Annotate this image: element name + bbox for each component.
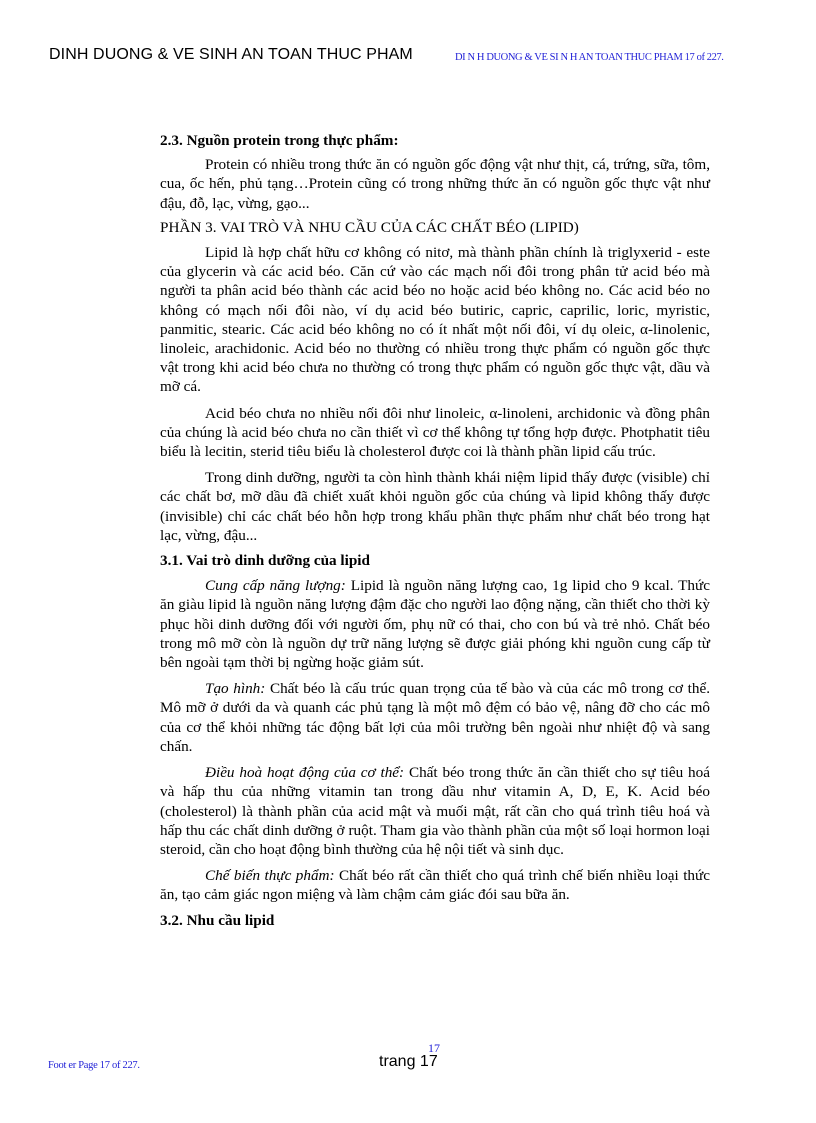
footer-page-info: Foot er Page 17 of 227.: [48, 1060, 140, 1071]
paragraph-regulation-role: [160, 763, 710, 859]
header-title: DINH DUONG & VE SINH AN TOAN THUC PHAM: [49, 46, 413, 63]
paragraph-lipid-definition: Lipid là hợp chất hữu cơ không có nitơ, mà thành phần chính là triglyxerid - este của glycerin và các acid béo. Căn cứ vào các mạch nối đôi trong phân tử acid béo mà người ta phân acid béo thành các acid béo no hoặc acid béo không no. Các acid béo no không có mạch nối đôi nào, ví dụ acid béo butiric, capric, caprilic, loric, myristic, panmitic, stearic. Các acid béo không no có ít nhất một nối đôi, ví dụ oleic, α-linolenic, linoleic, arachidonic. Acid béo no thường có nhiều trong thực phẩm có nguồn gốc thực vật trong khi acid béo chưa no thường có trong thực phẩm có nguồn gốc thực vật, dầu và mỡ cá.: [160, 244, 710, 396]
regulation-role-lead: Điều hoà hoạt động của cơ thể:: [205, 764, 405, 782]
paragraph-unsaturated-acids: Acid béo chưa no nhiều nối đôi như linoleic, α-linoleni, archidonic và đồng phân của chúng là acid béo chưa no cần thiết vì cơ thể không tự tổng hợp được. Photphatit tiêu biểu là lecitin, sterid tiêu biểu là cholesterol được coi là thành phần lipid cấu trúc.: [160, 404, 710, 461]
structure-role-lead: Tạo hình:: [205, 680, 266, 698]
paragraph-protein-sources: Protein có nhiều trong thức ăn có nguồn gốc động vật như thịt, cá, trứng, sữa, tôm, cua, ốc hến, phủ tạng…Protein cũng có trong những thức ăn có nguồn gốc thực vật như đậu, đỗ, lạc, vừng, gạo...: [160, 156, 710, 212]
paragraph-visible-lipid: Trong dinh dưỡng, người ta còn hình thành khái niệm lipid thấy được (visible) chỉ các chất bơ, mỡ dầu đã chiết xuất khỏi nguồn gốc của chúng và lipid không thấy được (invisible) chỉ các chất béo hỗn hợp trong khẩu phần thực phẩm như chất béo trong hạt lạc, vừng, đậu...: [160, 469, 710, 544]
processing-role-text: Chất béo rất cần thiết cho quá trình chế biến nhiều loại thức ăn, tạo cảm giác ngon miệng và làm chậm cảm giác đói sau bữa ăn.: [160, 867, 710, 904]
structure-role-text: Chất béo là cấu trúc quan trọng của tế bào và của các mô trong cơ thể. Mô mỡ ở dưới da và quanh các phủ tạng là một mô đệm có bảo vệ, nâng đỡ cho các mô của cơ thể khỏi những tác động bất lợi của môi trường bên ngoài như nhiệt độ và sang chấn.: [160, 680, 710, 755]
header-page-info: DI N H DUONG & VE SI N H AN TOAN THUC PHAM 17 of 227.: [455, 52, 724, 63]
section-heading-2-3: 2.3. Nguồn protein trong thực phẩm:: [160, 132, 399, 149]
regulation-role-text: Chất béo trong thức ăn cần thiết cho sự tiêu hoá và hấp thu của những vitamin tan trong dầu như vitamin A, D, E, K. Acid béo (cholesterol) là thành phần của acid mật và muối mật, rất cần cho quá trình tiêu hoá và hấp thu các chất dinh dưỡng ở ruột. Tham gia vào thành phần của một số loại hormon loại steroid, cần cho hoạt động bình thường của hệ nội tiết và sinh dục.: [160, 764, 710, 858]
section-heading-3-2: 3.2. Nhu cầu lipid: [160, 911, 275, 929]
section-heading-3-1: 3.1. Vai trò dinh dưỡng của lipid: [160, 552, 370, 570]
processing-role-lead: Chế biến thực phẩm:: [205, 867, 335, 885]
part-3-heading: PHẦN 3. VAI TRÒ VÀ NHU CẦU CỦA CÁC CHẤT BÉO (LIPID): [160, 218, 579, 236]
paragraph-structure-role: [160, 679, 710, 756]
paragraph-energy-role: [160, 576, 710, 672]
paragraph-processing-role: [160, 866, 710, 904]
energy-role-lead: Cung cấp năng lượng:: [205, 577, 346, 595]
energy-role-text: Lipid là nguồn năng lượng cao, 1g lipid cho 9 kcal. Thức ăn giàu lipid là nguồn năng lượng đậm đặc cho người lao động nặng, cần thiết cho thời kỳ phục hồi dinh dưỡng đối với người ốm, phụ nữ có thai, cho con bú và trẻ nhỏ. Chất béo trong mô mỡ còn là nguồn dự trữ năng lượng sẽ được giải phóng khi nguồn cung cấp từ bên ngoài tạm thời bị ngừng hoặc giảm sút.: [160, 577, 710, 672]
page-content: [160, 131, 710, 936]
footer-page-number: 17: [428, 1041, 440, 1055]
footer-page-label: trang 17: [379, 1053, 438, 1070]
